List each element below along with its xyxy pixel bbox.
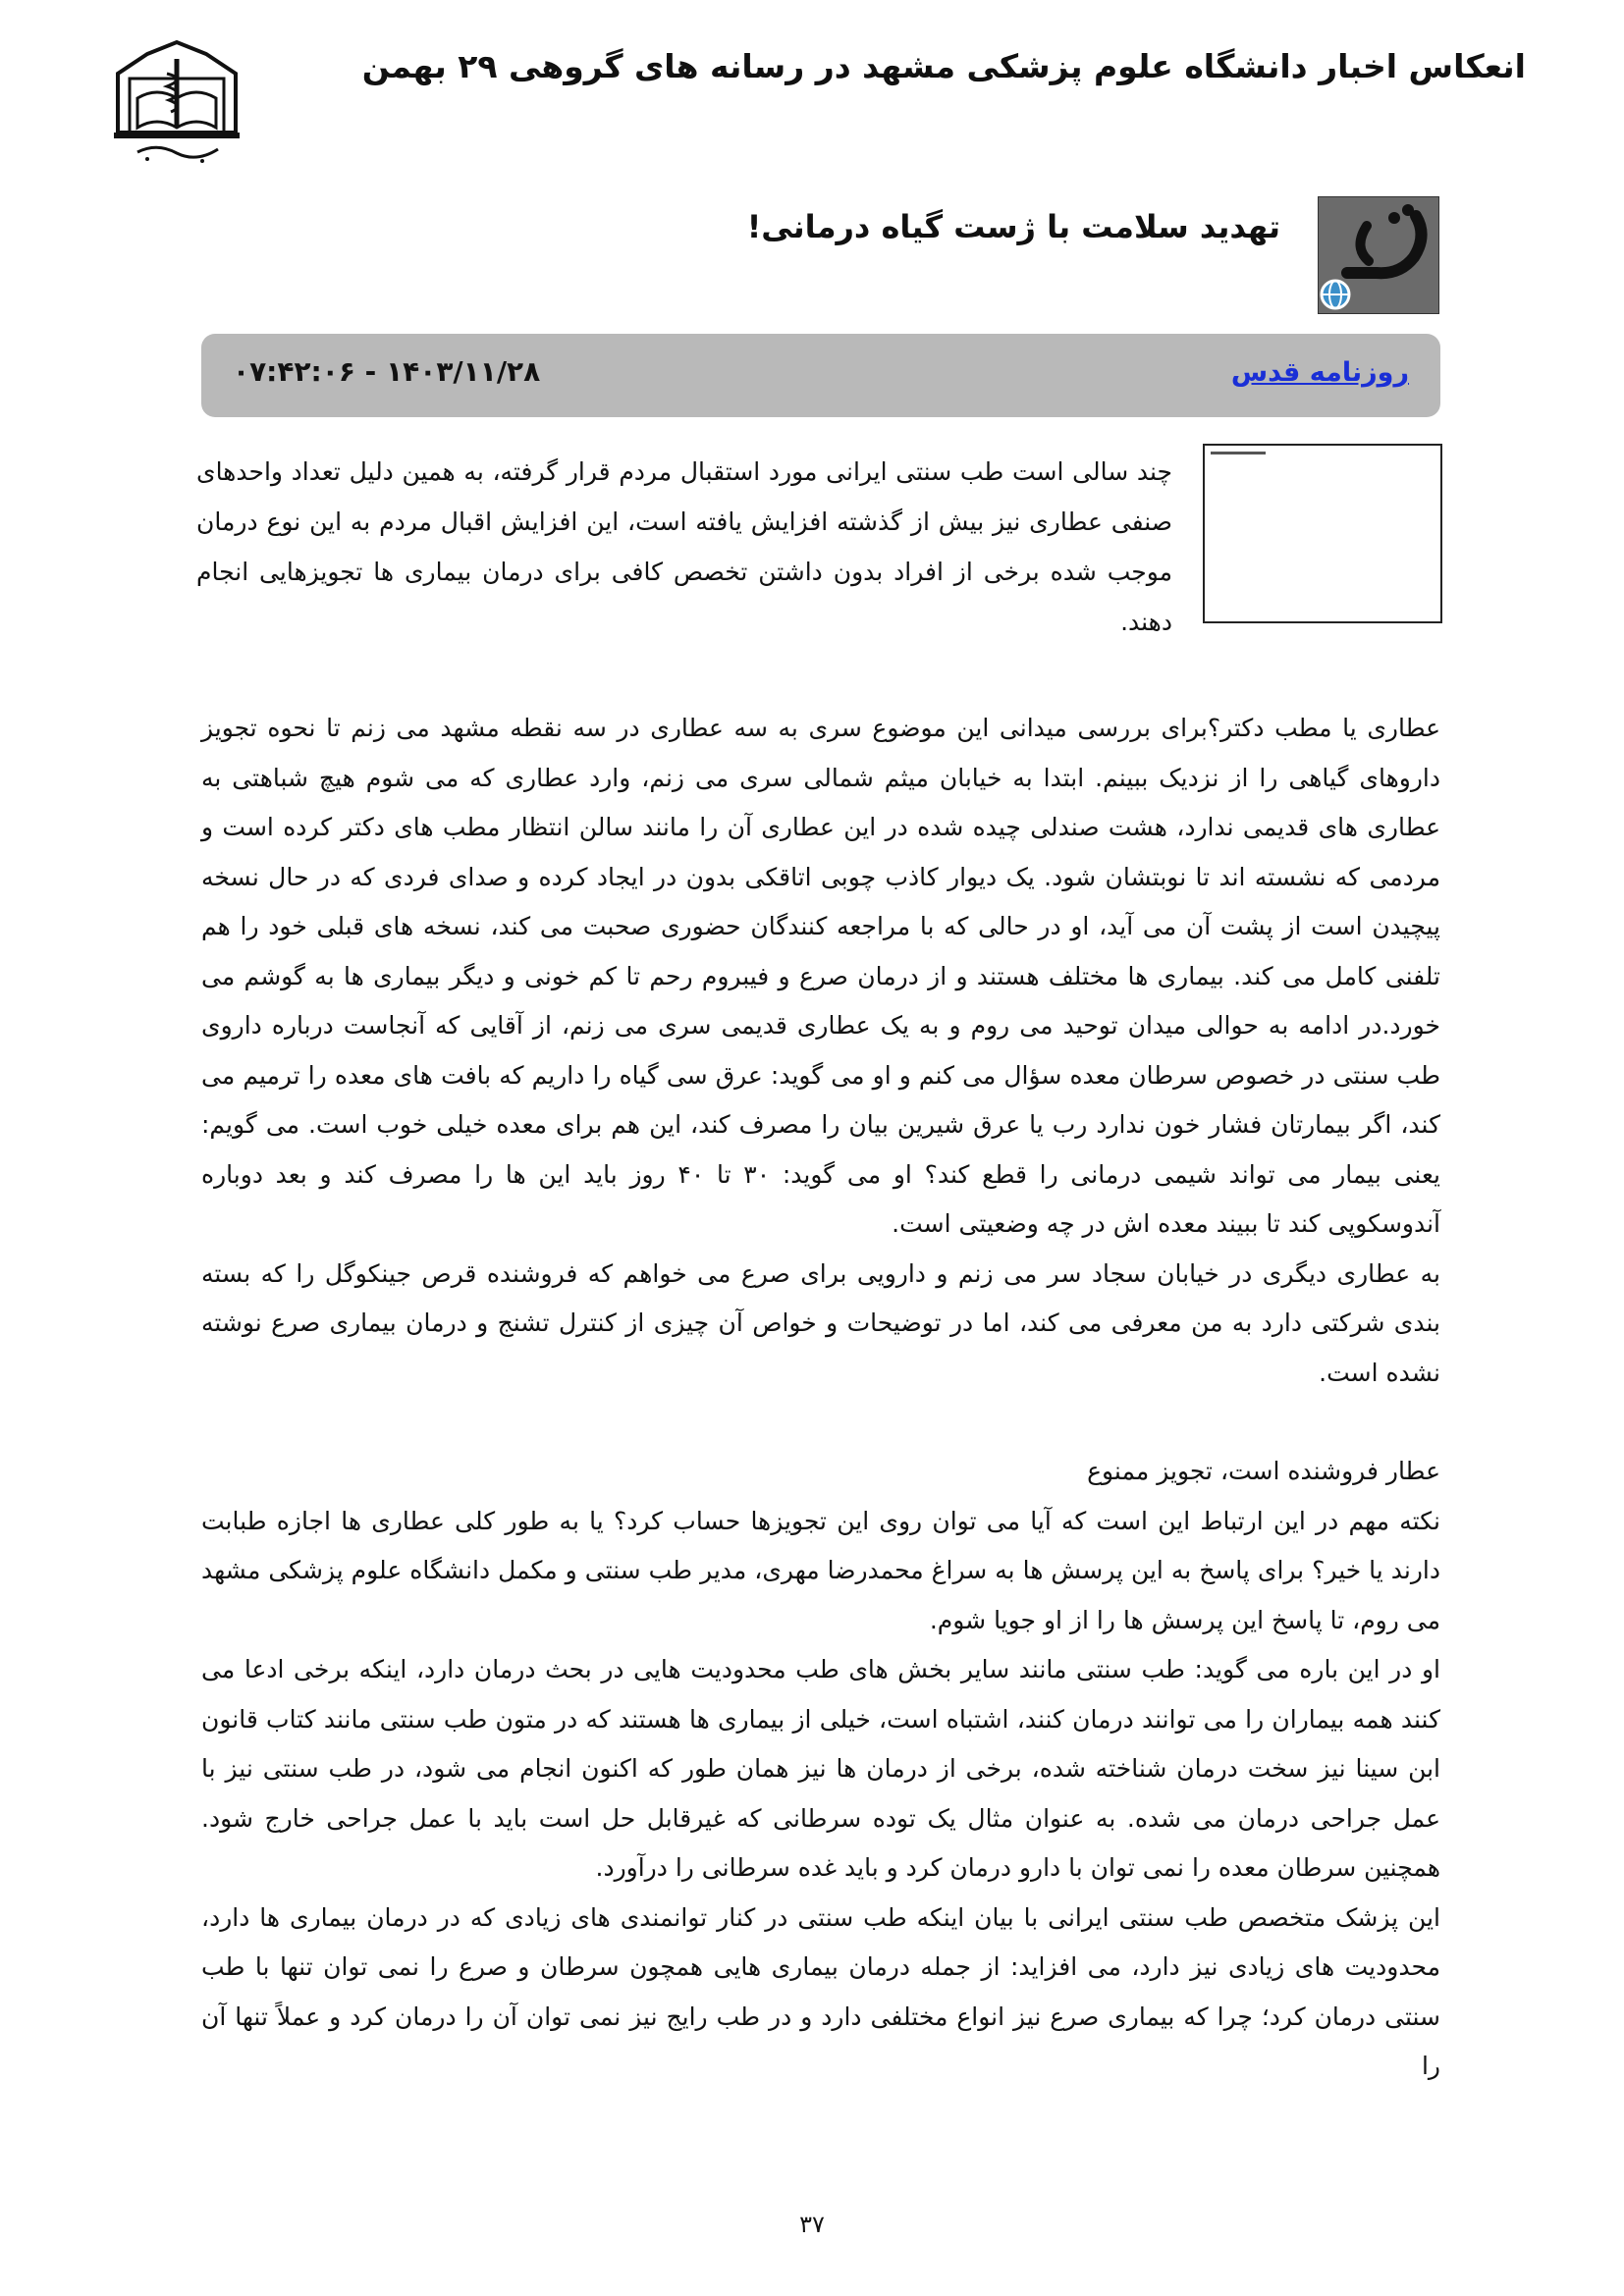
page-number: ۳۷: [799, 2211, 825, 2238]
body-paragraph: عطاری یا مطب دکتر؟برای بررسی میدانی این موضوع سری به سه عطاری در سه نقطه مشهد می زنم تا نحوه تجویز داروهای گیاهی را از نزدیک ببینم. ابتدا به خیابان میثم شمالی سری می زنم، وارد عطاری که می شوم هیچ شباهتی به عطاری های قدیمی ندارد، هشت صندلی چیده شده در این عطاری آن را مانند سالن انتظار مطب های دکتر کرده است و مردمی که نشسته اند تا نوبتشان شود. یک دیوار کاذب چوبی اتاقکی بدون در ایجاد کرده و صدای فردی که در حال نسخه پیچیدن است از پشت آن می آید، او در حالی که با مراجعه کنندگان حضوری صحبت می کند، نسخه های قبلی خود را هم تلفنی کامل می کند. بیماری ها مختلف هستند و از درمان صرع و فیبروم رحم تا کم خونی و دیگر بیماری ها به گوشم می خورد.در ادامه به حوالی میدان توحید می روم و به یک عطاری قدیمی سری می زنم، از آقایی که آنجاست درباره داروی طب سنتی در خصوص سرطان معده سؤال می کنم و او می گوید: عرق سی گیاه را داریم که بافت های معده را ترمیم می کند، اگر بیمارتان فشار خون ندارد رب یا عرق شیرین بیان را مصرف کند، این هم برای معده خیلی خوب است. می گویم: یعنی بیمار می تواند شیمی درمانی را قطع کند؟ او می گوید: ۳۰ تا ۴۰ روز باید این ها را مصرف کند و بعد دوباره آندوسکوپی کند تا ببیند معده اش در چه وضعیتی است.: [201, 714, 1440, 1238]
broken-image-icon: [1211, 452, 1266, 454]
article-lead: چند سالی است طب سنتی ایرانی مورد استقبال مردم قرار گرفته، به همین دلیل تعداد واحدهای صنفی عطاری نیز بیش از گذشته افزایش یافته است، این افزایش اقبال مردم به این نوع درمان موجب شده برخی از افراد بدون داشتن تخصص کافی برای درمان بیماری ها تجویزهایی انجام دهند.: [196, 457, 1172, 636]
body-paragraph: این پزشک متخصص طب سنتی ایرانی با بیان اینکه طب سنتی در کنار توانمندی های زیادی که در درمان بیماری ها دارد، محدودیت های زیادی نیز دارد، می افزاید: از جمله درمان بیماری هایی همچون سرطان و صرع را نمی توان تنها با طب سنتی درمان کرد؛ چرا که بیماری صرع نیز انواع مختلفی دارد و در طب رایج نیز نمی توان آن را درمان کرد و عملاً تنها آن را: [201, 1902, 1440, 2080]
article-image-placeholder: [1203, 444, 1442, 623]
article-title: تهدید سلامت با ژست گیاه درمانی!: [746, 208, 1280, 245]
section-subheading: عطار فروشنده است، تجویز ممنوع: [1087, 1457, 1440, 1485]
body-paragraph: او در این باره می گوید: طب سنتی مانند سایر بخش های طب محدودیت هایی در بحث درمان دارد، اینکه برخی ادعا می کنند همه بیماران را می توانند درمان کنند، اشتباه است، خیلی از بیماری ها هستند که در متون طب سنتی مانند کتاب قانون ابن سینا نیز سخت درمان شناخته شده، برخی از درمان ها نیز همان طور که اکنون انجام می شود، در طب سنتی نیز با عمل جراحی درمان می شده. به عنوان مثال یک توده سرطانی که غیرقابل حل است باید با عمل جراحی خارج شود. همچنین سرطان معده را نمی توان با دارو درمان کرد و باید غده سرطانی را درآورد.: [201, 1655, 1440, 1882]
article-info-bar: [201, 334, 1440, 417]
quds-newspaper-logo-icon: [1318, 196, 1439, 314]
page-header-title: انعکاس اخبار دانشگاه علوم پزشکی مشهد در رسانه های گروهی ۲۹ بهمن: [361, 47, 1526, 85]
source-link[interactable]: روزنامه قدس: [1230, 357, 1409, 388]
article-body: [201, 704, 1440, 2092]
university-crest-icon: [108, 39, 245, 167]
body-paragraph: به عطاری دیگری در خیابان سجاد سر می زنم و دارویی برای صرع می خواهم که فروشنده قرص جینکوگل را که بسته بندی شرکتی دارد به من معرفی می کند، اما در توضیحات و خواص آن چیزی از کنترل تشنج و درمان بیماری صرع نوشته نشده است.: [201, 1258, 1440, 1387]
body-paragraph: نکته مهم در این ارتباط این است که آیا می توان روی این تجویزها حساب کرد؟ یا به طور کلی عطاری ها اجازه طبابت دارند یا خیر؟ برای پاسخ به این پرسش ها به سراغ محمدرضا مهری، مدیر طب سنتی و مکمل دانشگاه علوم پزشکی مشهد می روم، تا پاسخ این پرسش ها را از او جویا شوم.: [201, 1506, 1440, 1634]
publish-datetime: ۱۴۰۳/۱۱/۲۸ - ۰۷:۴۲:۰۶: [233, 355, 541, 388]
